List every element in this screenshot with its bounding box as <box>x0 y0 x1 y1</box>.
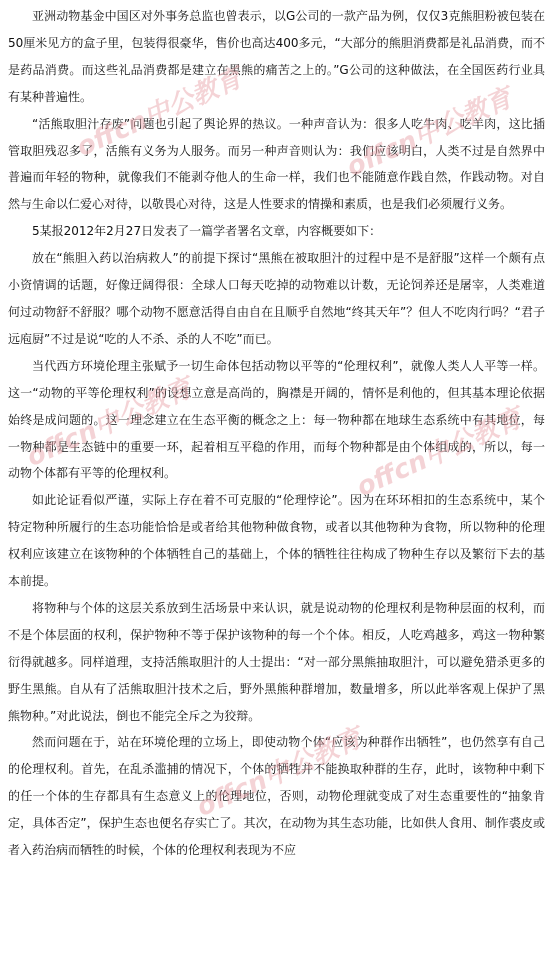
paragraph-5: 当代西方环境伦理主张赋予一切生命体包括动物以平等的“伦理权利”，就像人类人人平等一样。这一“动物的平等伦理权利”的设想立意是高尚的，胸襟是开阔的，情怀是利他的，但其基本理论依据始终是成问题的。这一理念建立在生态平衡的概念之上：每一物种都在地球生态系统中有其地位，每一物种都是生态链中的重要一环，起着相互平稳的作用，而每个物种都是由个体组成的，所以，每一动物个体都有平等的伦理权利。 <box>8 358 545 481</box>
paragraph-3: 5某报2012年2月27日发表了一篇学者署名文章，内容概要如下： <box>32 224 382 239</box>
paragraph-8: 然而问题在于，站在环境伦理的立场上，即使动物个体“应该为种群作出牺牲”，也仍然享有自己的伦理权利。首先，在乱杀滥捕的情况下，个体的牺牲并不能换取种群的生存，此时，该物种中剩下的任一个体的生存都具有生态意义上的伦理地位，否则，动物伦理就变成了对生态重要性的“抽象肯定，具体否定”，保护生态也便名存实亡了。其次，在动物为其生态功能，比如供人食用、制作裘皮或者入药治病而牺牲的时候，个体的伦理权利表现为不应 <box>8 735 545 858</box>
article-body <box>8 3 545 864</box>
paragraph-7: 将物种与个体的这层关系放到生活场景中来认识，就是说动物的伦理权利是物种层面的权利，而不是个体层面的权利，保护物种不等于保护该物种的每一个个体。相反，人吃鸡越多，鸡这一物种繁衍得就越多。同样道理，支持活熊取胆汁的人士提出：“对一部分黑熊抽取胆汁，可以避免猎杀更多的野生黑熊。自从有了活熊取胆汁技术之后，野外黑熊种群增加，数量增多，所以此举客观上保护了黑熊物种。”对此说法，倒也不能完全斥之为狡辩。 <box>8 600 545 723</box>
offcn-watermark: offcn中公教育 <box>22 373 197 473</box>
paragraph-1: 亚洲动物基金中国区对外事务总监也曾表示，以G公司的一款产品为例，仅仅3克熊胆粉被包装在50厘米见方的盒子里，包装得很豪华，售价也高达400多元，“大部分的熊胆消费都是礼品消费，而不是药品消费。而这些礼品消费都是建立在黑熊的痛苦之上的。”G公司的这种做法，在全国医药行业具有某种普遍性。 <box>8 9 545 104</box>
offcn-watermark: offcn中公教育 <box>72 63 247 163</box>
paragraph-2: “活熊取胆汁存废”问题也引起了舆论界的热议。一种声音认为：很多人吃牛肉、吃羊肉，这比插管取胆残忍多了，活熊有义务为人服务。而另一种声音则认为：我们应该明白，人类不过是自然界中普遍而年轻的物种，就像我们不能剥夺他人的生命一样，我们也不能随意作践自然，作践动物。对自然与生命以仁爱心对待，以敬畏心对待，这是人性要求的情操和素质，也是我们必须履行义务。 <box>8 116 545 212</box>
offcn-watermark: offcn中公教育 <box>342 83 517 183</box>
offcn-watermark: offcn中公教育 <box>352 403 527 503</box>
offcn-watermark: offcn中公教育 <box>192 723 367 823</box>
paragraph-4: 放在“熊胆入药以治病救人”的前提下探讨“黑熊在被取胆汁的过程中是不是舒服”这样一个颇有点小资情调的话题，好像迂阔得很：全球人口每天吃掉的动物难以计数，无论饲养还是屠宰，人类难道何过动物舒不舒服？哪个动物不愿意活得自由自在且顺乎自然地“终其天年”？但人不吃肉行吗？“君子远庖厨”不过是说“吃的人不杀、杀的人不吃”而已。 <box>8 251 545 346</box>
paragraph-6: 如此论证看似严谨，实际上存在着不可克服的“伦理悖论”。因为在环环相扣的生态系统中，某个特定物种所履行的生态功能恰恰是或者给其他物种做食物，或者以其他物种为食物，所以物种的伦理权利应该建立在该物种的个体牺牲自己的基础上，个体的牺牲往往构成了物种生存以及繁衍下去的基本前提。 <box>8 493 545 589</box>
